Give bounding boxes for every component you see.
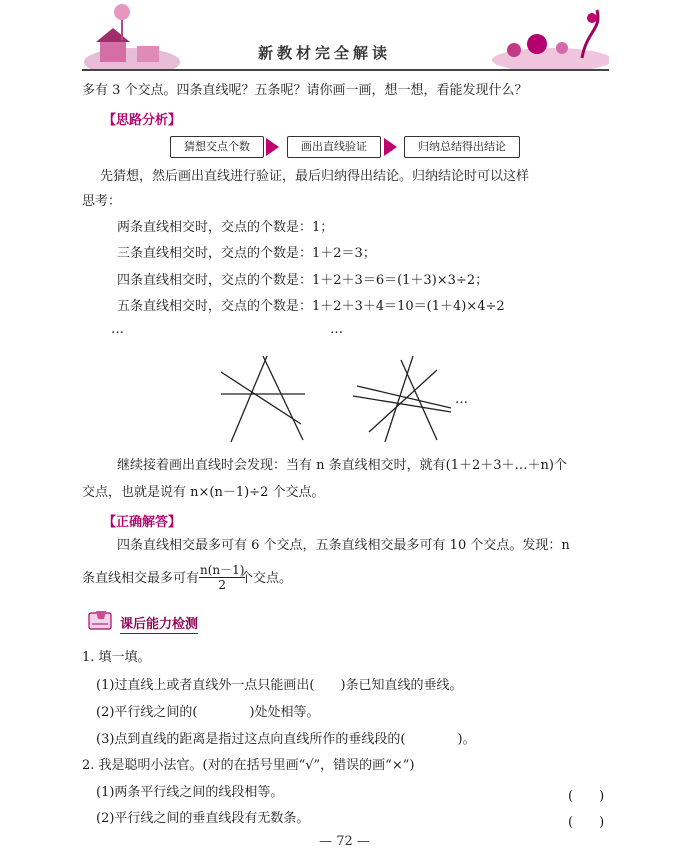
line-shape: [401, 360, 437, 440]
flow-arrow-icon: [384, 138, 397, 156]
line-shape: [263, 356, 303, 440]
analysis-para-line2: 思考：: [82, 194, 122, 209]
analysis-heading: 【思路分析】: [103, 113, 182, 128]
bubble-icon: [527, 34, 547, 54]
line-shape: [369, 370, 437, 432]
answer-line2-suffix: 个交点。: [240, 571, 293, 586]
ellipsis-right: …: [330, 322, 343, 337]
answer-parens: ( ): [568, 789, 605, 804]
flow-step-1: 猜想交点个数: [170, 136, 264, 158]
question-2-item-1: (1)两条平行线之间的线段相等。: [96, 785, 284, 800]
flow-step-2: 画出直线验证: [287, 136, 381, 158]
question-2: 2. 我是聪明小法官。(对的在括号里画“√”，错误的画“×”): [82, 758, 415, 773]
header-rule: [82, 69, 609, 71]
question-1-item-2: (2)平行线之间的( )处处相等。: [96, 705, 320, 720]
question-1: 1. 填一填。: [82, 650, 151, 665]
page-header: [0, 0, 689, 80]
bubble-icon: [556, 42, 568, 54]
house-icon: [100, 40, 126, 62]
hill-shape: [84, 48, 180, 70]
answer-heading: 【正确解答】: [103, 515, 182, 530]
ellipsis-left: …: [111, 322, 124, 337]
intersecting-lines-figure: [215, 350, 475, 450]
flow-step-3: 归纳总结得出结论: [404, 136, 520, 158]
question-1-item-3: (3)点到直线的距离是指过这点向直线所作的垂线段的( )。: [96, 732, 476, 747]
figure-ellipsis: …: [455, 392, 468, 407]
answer-line2-prefix: 条直线相交最多可有: [82, 571, 200, 586]
fraction-formula: [199, 563, 245, 592]
line-shape: [221, 372, 301, 424]
answer-line1: 四条直线相交最多可有 6 个交点，五条直线相交最多可有 10 个交点。发现：n: [117, 538, 570, 553]
analysis-para-line1: 先猜想，然后画出直线进行验证，最后归纳得出结论。归纳结论时可以这样: [100, 169, 530, 184]
header-title: 新教材完全解读: [258, 44, 392, 62]
page-number: — 72 —: [319, 834, 370, 849]
building-icon: [137, 46, 159, 62]
conclusion-line1: 继续接着画出直线时会发现：当有 n 条直线相交时，就有(1＋2＋3＋…＋n)个: [117, 458, 567, 473]
flow-arrow-icon: [266, 138, 279, 156]
analysis-line-1: 两条直线相交时，交点的个数是：1；: [117, 220, 334, 235]
section-title: 课后能力检测: [120, 613, 198, 634]
analysis-line-4: 五条直线相交时，交点的个数是：1＋2＋3＋4＝10＝(1＋4)×4÷2: [117, 299, 505, 314]
fraction-numerator: n(n－1): [200, 563, 245, 577]
conclusion-line2: 交点，也就是说有 n×(n－1)÷2 个交点。: [82, 485, 325, 500]
analysis-line-3: 四条直线相交时，交点的个数是：1＋2＋3＝6＝(1＋3)×3÷2；: [117, 273, 489, 288]
house-roof-icon: [96, 28, 130, 42]
berry-icon: [587, 13, 597, 23]
question-2-item-2: (2)平行线之间的垂直线段有无数条。: [96, 811, 310, 826]
tree-crown-icon: [114, 4, 130, 20]
answer-parens: ( ): [568, 815, 605, 830]
line-shape: [385, 356, 413, 442]
fraction-denominator: 2: [218, 578, 227, 592]
analysis-line-2: 三条直线相交时，交点的个数是：1＋2＝3；: [117, 246, 376, 261]
intro-line: 多有 3 个交点。四条直线呢？五条呢？请你画一画，想一想，看能发现什么？: [82, 83, 528, 98]
question-1-item-1: (1)过直线上或者直线外一点只能画出( )条已知直线的垂线。: [96, 678, 463, 693]
pencil-paper-icon: [86, 607, 118, 633]
flower-icon: [507, 43, 521, 57]
